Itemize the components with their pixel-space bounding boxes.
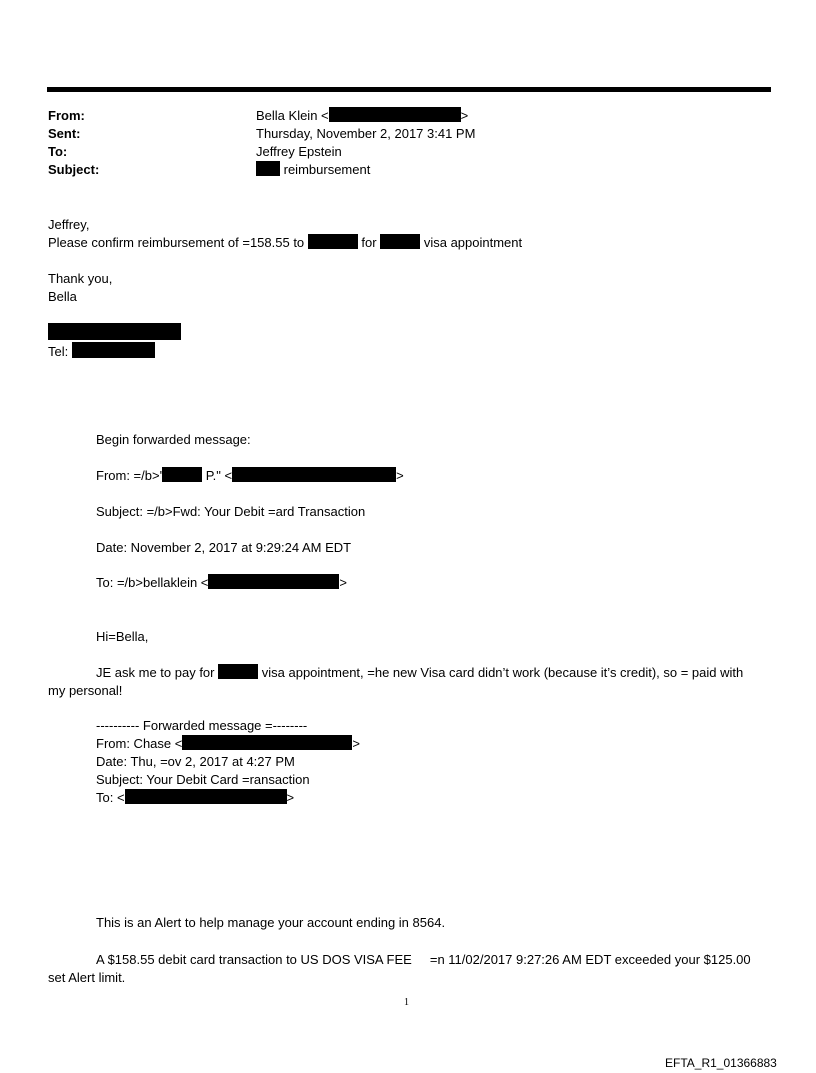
signature: Bella (48, 289, 77, 304)
fwd2-from (96, 735, 360, 752)
from-name: Bella Klein < (256, 108, 329, 123)
page-number: 1 (404, 997, 409, 1008)
from-label: From: (48, 108, 85, 123)
tel-line (48, 342, 155, 360)
alert-line-2b: =n 11/02/2017 9:27:26 AM EDT exceeded your $125.00 (429, 952, 751, 967)
redaction (182, 735, 352, 750)
fwd-message-b: visa appointment, =he new Visa card didn’t work (because it’s credit), so = paid with (261, 665, 744, 680)
fwd-to-a: To: =/b>bellaklein < (96, 575, 209, 590)
alert-line-1: This is an Alert to help manage your account ending in 8564. (96, 915, 446, 930)
fwd-from-a: From: =/b>' (96, 468, 163, 483)
redaction (380, 234, 420, 249)
fwd2-from-a: From: Chase < (96, 736, 183, 751)
thanks: Thank you, (48, 271, 113, 286)
fwd2-to (96, 789, 294, 806)
to-value: Jeffrey Epstein (256, 144, 342, 159)
redaction (218, 664, 258, 679)
bates-stamp: EFTA_R1_01366883 (665, 1056, 777, 1070)
fwd-hi: Hi=Bella, (96, 629, 149, 644)
sent-value: Thursday, November 2, 2017 3:41 PM (256, 126, 476, 141)
fwd-message-line2: my personal! (48, 683, 123, 698)
fwd-from-b: P." < (205, 468, 233, 483)
body-line-1 (48, 234, 522, 251)
to-label: To: (48, 144, 68, 159)
fwd-message-a: JE ask me to pay for (96, 665, 215, 680)
redaction (208, 574, 339, 589)
alert-line-3: set Alert limit. (48, 970, 126, 985)
fwd-to (96, 574, 347, 591)
redaction (125, 789, 287, 804)
redaction (162, 467, 202, 482)
sent-label: Sent: (48, 126, 81, 141)
redaction (329, 107, 461, 122)
fwd-to-b: > (339, 575, 347, 590)
subject-value (256, 161, 370, 178)
redaction (48, 323, 181, 340)
fwd-message-line1 (96, 664, 743, 681)
redaction (232, 467, 396, 482)
fwd-subject: Subject: =/b>Fwd: Your Debit =ard Transaction (96, 504, 366, 519)
fwd2-to-a: To: < (96, 790, 125, 805)
fwd-from-c: > (396, 468, 404, 483)
fwd-date: Date: November 2, 2017 at 9:29:24 AM EDT (96, 540, 352, 555)
greeting: Jeffrey, (48, 217, 90, 232)
subject-label: Subject: (48, 162, 100, 177)
alert-line-2 (96, 951, 751, 968)
fwd2-date: Date: Thu, =ov 2, 2017 at 4:27 PM (96, 754, 295, 769)
redaction (308, 234, 358, 249)
redaction (72, 342, 155, 358)
fwd-from (96, 467, 404, 484)
fwd2-header: ---------- Forwarded message =-------- (96, 718, 308, 733)
subject-text: reimbursement (283, 162, 371, 177)
body-line-1b: for (361, 235, 377, 250)
body-line-1c: visa appointment (423, 235, 523, 250)
alert-line-2a: A $158.55 debit card transaction to US DOS VISA FEE (96, 952, 412, 967)
body-line-1a: Please confirm reimbursement of =158.55 to (48, 235, 305, 250)
fwd2-from-b: > (352, 736, 360, 751)
begin-forwarded: Begin forwarded message: (96, 432, 251, 447)
from-value (256, 107, 468, 124)
from-close: > (460, 108, 469, 123)
header-rule (47, 87, 771, 92)
tel-label: Tel: (48, 344, 69, 359)
fwd2-to-b: > (286, 790, 295, 805)
redaction (256, 161, 280, 176)
fwd2-subject: Subject: Your Debit Card =ransaction (96, 772, 310, 787)
